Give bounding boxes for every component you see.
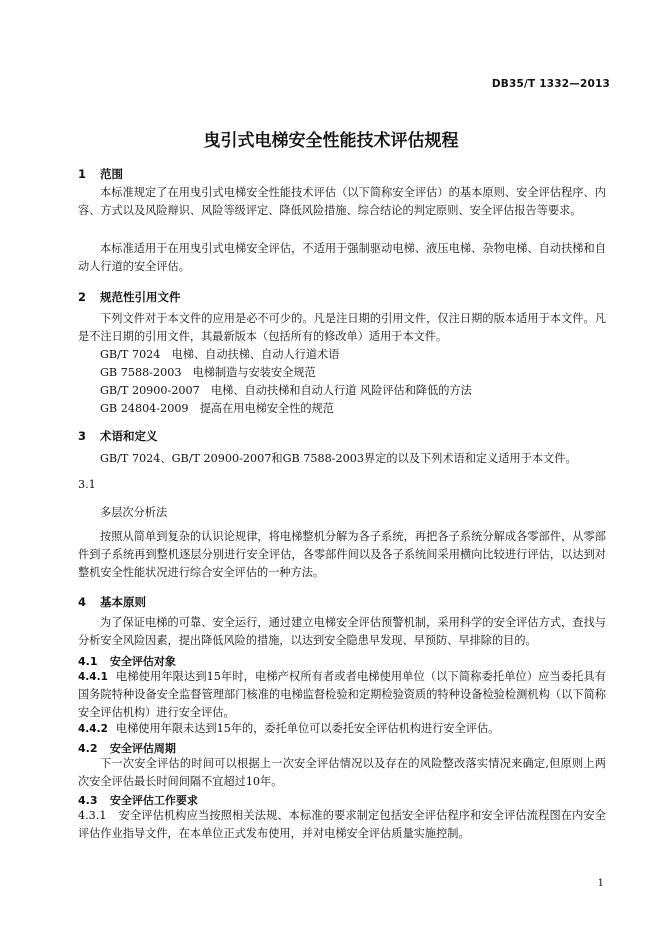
section-number: 1 xyxy=(78,167,87,181)
clause-number: 4.4.2 xyxy=(78,723,108,735)
subsection-number: 4.1 xyxy=(78,655,98,668)
clause-text: 电梯使用年限达到15年时，电梯产权所有者或者电梯使用单位（以下简称委托单位）应当委托具有国务院特种设备安全监督管理部门核准的电梯监督检验和定期检验资质的特种设备检验检测机构（以下简称安全评估机构）进行安全评估。 xyxy=(78,670,606,719)
section-3-heading xyxy=(78,428,158,444)
section-2-heading xyxy=(78,289,181,305)
section-title: 规范性引用文件 xyxy=(100,290,181,304)
subsection-title: 安全评估对象 xyxy=(109,655,176,668)
assessment-cycle-paragraph: 下一次安全评估的时间可以根据上一次安全评估情况以及存在的风险整改落实情况来确定,但原则上两次安全评估最长时间间隔不宜超过10年。 xyxy=(78,757,606,788)
subsection-4-1-heading xyxy=(78,653,176,669)
subsection-title: 安全评估周期 xyxy=(109,742,176,755)
reference-item: GB 7588-2003 电梯制造与安装安全规范 xyxy=(100,366,316,379)
clause-4-4-2 xyxy=(78,720,606,738)
reference-item: GB 24804-2009 提高在用电梯安全性的规范 xyxy=(100,402,334,415)
section-title: 术语和定义 xyxy=(100,429,158,443)
clause-number: 4.4.1 xyxy=(78,671,108,683)
section-number: 4 xyxy=(78,595,87,609)
term-name: 多层次分析法 xyxy=(100,506,168,519)
section-title: 范围 xyxy=(100,167,124,181)
standard-code: DB35/T 1332—2013 xyxy=(491,78,610,90)
section-title: 基本原则 xyxy=(100,595,147,609)
term-number: 3.1 xyxy=(78,478,96,491)
reference-item: GB/T 7024 电梯、自动扶梯、自动人行道术语 xyxy=(100,348,340,361)
subsection-4-3-heading xyxy=(78,792,198,808)
clause-number: 4.3.1 xyxy=(78,809,107,822)
reference-item: GB/T 20900-2007 电梯、自动扶梯和自动人行道 风险评估和降低的方法 xyxy=(100,384,472,397)
subsection-number: 4.2 xyxy=(78,742,98,755)
section-number: 3 xyxy=(78,429,87,443)
subsection-4-2-heading xyxy=(78,740,176,756)
clause-text: 电梯使用年限未达到15年的，委托单位可以委托安全评估机构进行安全评估。 xyxy=(115,722,500,735)
scope-paragraph-2: 本标准适用于在用曳引式电梯安全评估，不适用于强制驱动电梯、液压电梯、杂物电梯、自动扶梯和自动人行道的安全评估。 xyxy=(78,242,606,273)
section-1-heading xyxy=(78,166,123,182)
subsection-number: 4.3 xyxy=(78,794,98,807)
terms-intro: GB/T 7024、GB/T 20900-2007和GB 7588-2003界定的以及下列术语和定义适用于本文件。 xyxy=(100,452,577,465)
scope-paragraph-1: 本标准规定了在用曳引式电梯安全性能技术评估（以下简称安全评估）的基本原则、安全评估程序、内容、方式以及风险辩识、风险等级评定、降低风险措施、综合结论的判定原则、安全评估报告等要求。 xyxy=(78,186,606,217)
term-definition: 按照从简单到复杂的认识论规律，将电梯整机分解为各子系统，再把各子系统分解成各零部件，从零部件到子系统再到整机逐层分别进行安全评估，各零部件间以及各子系统间采用横向比较进行评估，以达到对整机安全性能状况进行综合安全评估的一种方法。 xyxy=(78,530,606,579)
document-title: 曳引式电梯安全性能技术评估规程 xyxy=(203,131,459,151)
normative-references-intro: 下列文件对于本文件的应用是必不可少的。凡是注日期的引用文件，仅注日期的版本适用于本文件。凡是不注日期的引用文件，其最新版本（包括所有的修改单）适用于本文件。 xyxy=(78,312,606,343)
subsection-title: 安全评估工作要求 xyxy=(109,794,198,807)
clause-4-3-1 xyxy=(78,807,606,843)
basic-principles-paragraph: 为了保证电梯的可靠、安全运行，通过建立电梯安全评估预警机制，采用科学的安全评估方式，查找与分析安全风险因素，提出降低风险的措施，以达到安全隐患早发现、早预防、早排除的目的。 xyxy=(78,616,606,647)
section-number: 2 xyxy=(78,290,87,304)
page-number: 1 xyxy=(597,878,604,889)
clause-4-4-1 xyxy=(78,668,606,722)
section-4-heading xyxy=(78,594,146,610)
clause-text: 安全评估机构应当按照相关法规、本标准的要求制定包括安全评估程序和安全评估流程图在内安全评估作业指导文件，在本单位正式发布使用，并对电梯安全评估质量实施控制。 xyxy=(78,809,606,840)
